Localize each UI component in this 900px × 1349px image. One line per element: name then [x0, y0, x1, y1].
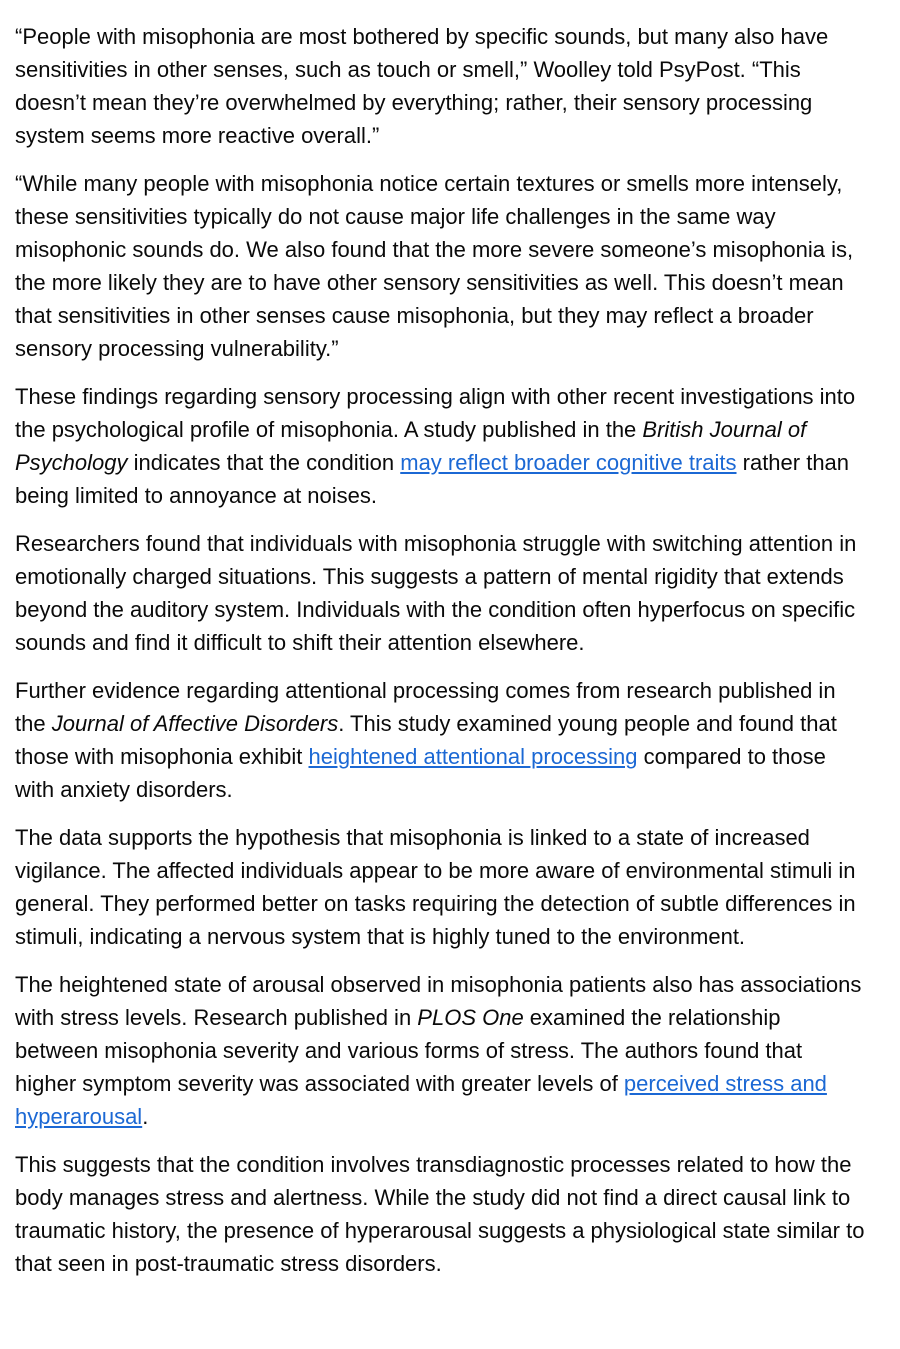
text-segment: Researchers found that individuals with misophonia struggle with switching attention in emotionally charged situations. This suggests a pattern of mental rigidity that extends beyond the auditory system. Individuals with the condition often hyperfocus on specific sounds and find it difficult to shift their attention elsewhere. — [15, 531, 857, 655]
paragraph-quote-2 — [15, 167, 868, 365]
paragraph-attentional-processing — [15, 674, 868, 806]
paragraph-vigilance — [15, 821, 868, 953]
paragraph-findings-cognitive — [15, 380, 868, 512]
text-segment: This suggests that the condition involves transdiagnostic processes related to how the body manages stress and alertness. While the study did not find a direct causal link to traumatic history, the presence of hyperarousal suggests a physiological state similar to that seen in post-traumatic stress disorders. — [15, 1152, 865, 1276]
journal-name-plos-one: PLOS One — [417, 1005, 524, 1030]
text-segment: indicates that the condition — [127, 450, 401, 475]
inline-link-perceived-stress-and-hyperarousal[interactable]: perceived stress and hyperarousal — [15, 1071, 827, 1129]
text-segment: compared to those with anxiety disorders. — [15, 744, 826, 802]
text-segment: . This study examined young people and found that those with misophonia exhibit — [15, 711, 837, 769]
paragraph-transdiagnostic — [15, 1148, 868, 1280]
text-segment: rather than being limited to annoyance at noises. — [15, 450, 850, 508]
text-segment: The data supports the hypothesis that misophonia is linked to a state of increased vigilance. The affected individuals appear to be more aware of environmental stimuli in general. They performed better on tasks requiring the detection of subtle differences in stimuli, indicating a nervous system that is highly tuned to the environment. — [15, 825, 856, 949]
text-segment: “People with misophonia are most bothered by specific sounds, but many also have sensitivities in other senses, such as touch or smell,” Woolley told PsyPost. “This doesn’t mean they’re overwhelmed by everything; rather, their sensory processing system seems more reactive overall.” — [15, 24, 829, 148]
paragraph-quote-1 — [15, 20, 868, 152]
journal-name-journal-of-affective-disorders: Journal of Affective Disorders — [51, 711, 339, 736]
text-segment: . — [142, 1104, 149, 1129]
text-segment: examined the relationship between misophonia severity and various forms of stress. The authors found that higher symptom severity was associated with greater levels of — [15, 1005, 803, 1096]
text-segment: These findings regarding sensory processing align with other recent investigations into the psychological profile of misophonia. A study published in the — [15, 384, 856, 442]
paragraph-stress-arousal — [15, 968, 868, 1133]
inline-link-heightened-attentional-processing[interactable]: heightened attentional processing — [308, 744, 638, 769]
paragraph-attention-switching — [15, 527, 868, 659]
text-segment: The heightened state of arousal observed in misophonia patients also has associations with stress levels. Research published in — [15, 972, 862, 1030]
inline-link-broader-cognitive-traits[interactable]: may reflect broader cognitive traits — [400, 450, 737, 475]
text-segment: Further evidence regarding attentional processing comes from research published in the — [15, 678, 836, 736]
journal-name-british-journal-of-psychology: British Journal of Psychology — [15, 417, 807, 475]
text-segment: “While many people with misophonia notice certain textures or smells more intensely, these sensitivities typically do not cause major life challenges in the same way misophonic sounds do. We also found that the more severe someone’s misophonia is, the more likely they are to have other sensory sensitivities as well. This doesn’t mean that sensitivities in other senses cause misophonia, but they may reflect a broader sensory processing vulnerability.” — [15, 171, 854, 361]
